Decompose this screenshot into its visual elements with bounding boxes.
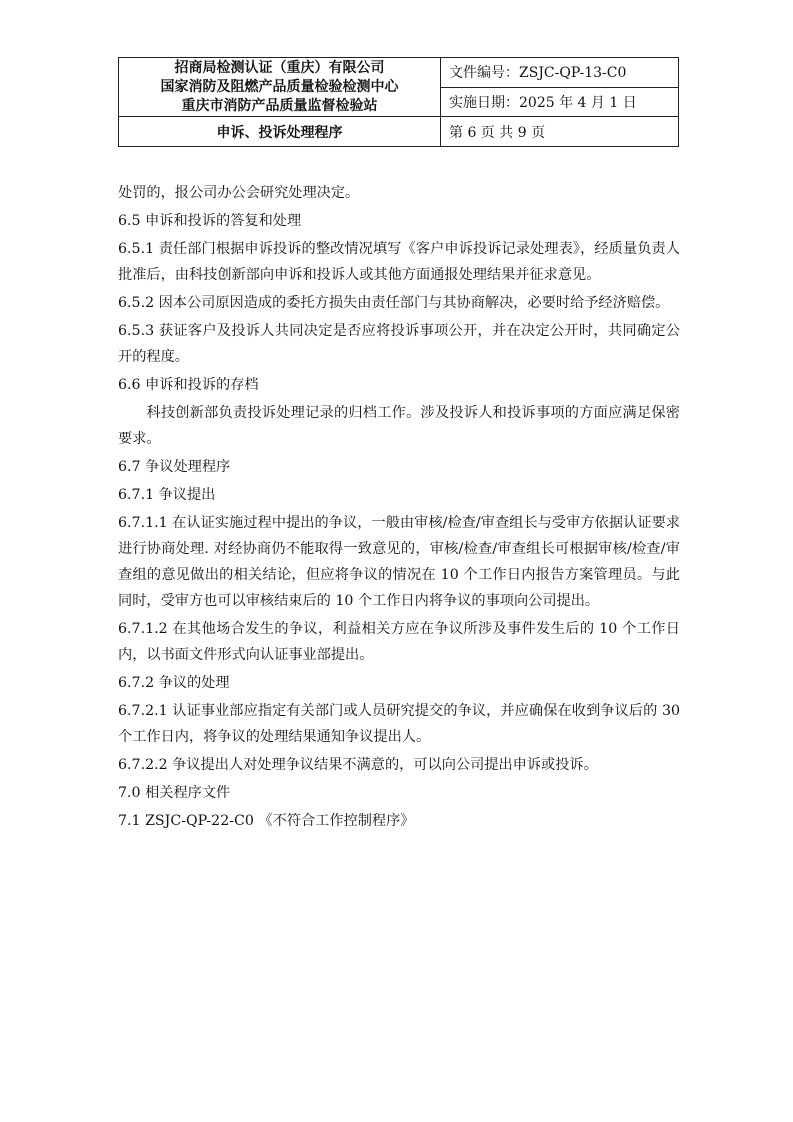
subsection-heading: 6.7.1 争议提出: [118, 487, 216, 503]
paragraph: 6.7.2.1 认证事业部应指定有关部门或人员研究提交的争议，并应确保在收到争议后的 30 个工作日内，将争议的处理结果通知争议提出人。: [118, 703, 680, 745]
page-number: 第 6 页 共 9 页: [441, 117, 679, 147]
document-header-table: [118, 57, 679, 147]
document-title: 申诉、投诉处理程序: [119, 117, 441, 147]
document-number: 文件编号：ZSJC-QP-13-C0: [441, 58, 679, 88]
org-name-line-2: 国家消防及阻燃产品质量检验检测中心: [160, 78, 399, 95]
paragraph: 6.5.3 获证客户及投诉人共同决定是否应将投诉事项公开，并在决定公开时，共同确定公开的程度。: [118, 323, 680, 365]
paragraph: 6.5.2 因本公司原因造成的委托方损失由责任部门与其协商解决，必要时给予经济赔偿。: [118, 295, 670, 311]
section-heading: 6.5 申诉和投诉的答复和处理: [118, 213, 302, 229]
reference-item: 7.1 ZSJC-QP-22-C0 《不符合工作控制程序》: [118, 813, 415, 829]
paragraph: 6.7.1.1 在认证实施过程中提出的争议，一般由审核/检查/审查组长与受审方依据认证要求进行协商处理. 对经协商仍不能取得一致意见的，审核/检查/审查组长可根据审核/检查/审查组的意见做出的相关结论，但应将争议的情况在 10 个工作日内报告方案管理员。与此同时，受审方也可以审核结束后的 10 个工作日内将争议的事项向公司提出。: [118, 515, 680, 609]
paragraph: 6.5.1 责任部门根据申诉投诉的整改情况填写《客户申诉投诉记录处理表》，经质量负责人批准后，由科技创新部向申诉和投诉人或其他方面通报处理结果并征求意见。: [118, 241, 680, 283]
paragraph: 6.7.1.2 在其他场合发生的争议，利益相关方应在争议所涉及事件发生后的 10 个工作日内，以书面文件形式向认证事业部提出。: [118, 621, 680, 663]
paragraph: 科技创新部负责投诉处理记录的归档工作。涉及投诉人和投诉事项的方面应满足保密要求。: [118, 405, 680, 447]
paragraph: 6.7.2.2 争议提出人对处理争议结果不满意的，可以向公司提出申诉或投诉。: [118, 757, 598, 773]
paragraph: 处罚的，报公司办公会研究处理决定。: [118, 185, 360, 201]
document-body: [118, 180, 680, 836]
subsection-heading: 6.7.2 争议的处理: [118, 675, 230, 691]
section-heading: 6.6 申诉和投诉的存档: [118, 377, 259, 393]
implementation-date: 实施日期：2025 年 4 月 1 日: [441, 87, 679, 117]
org-name-line-3: 重庆市消防产品质量监督检验站: [181, 97, 378, 114]
section-heading: 7.0 相关程序文件: [118, 785, 231, 801]
organization-names: [119, 58, 441, 117]
org-name-line-1: 招商局检测认证（重庆）有限公司: [174, 59, 385, 76]
section-heading: 6.7 争议处理程序: [118, 459, 231, 475]
